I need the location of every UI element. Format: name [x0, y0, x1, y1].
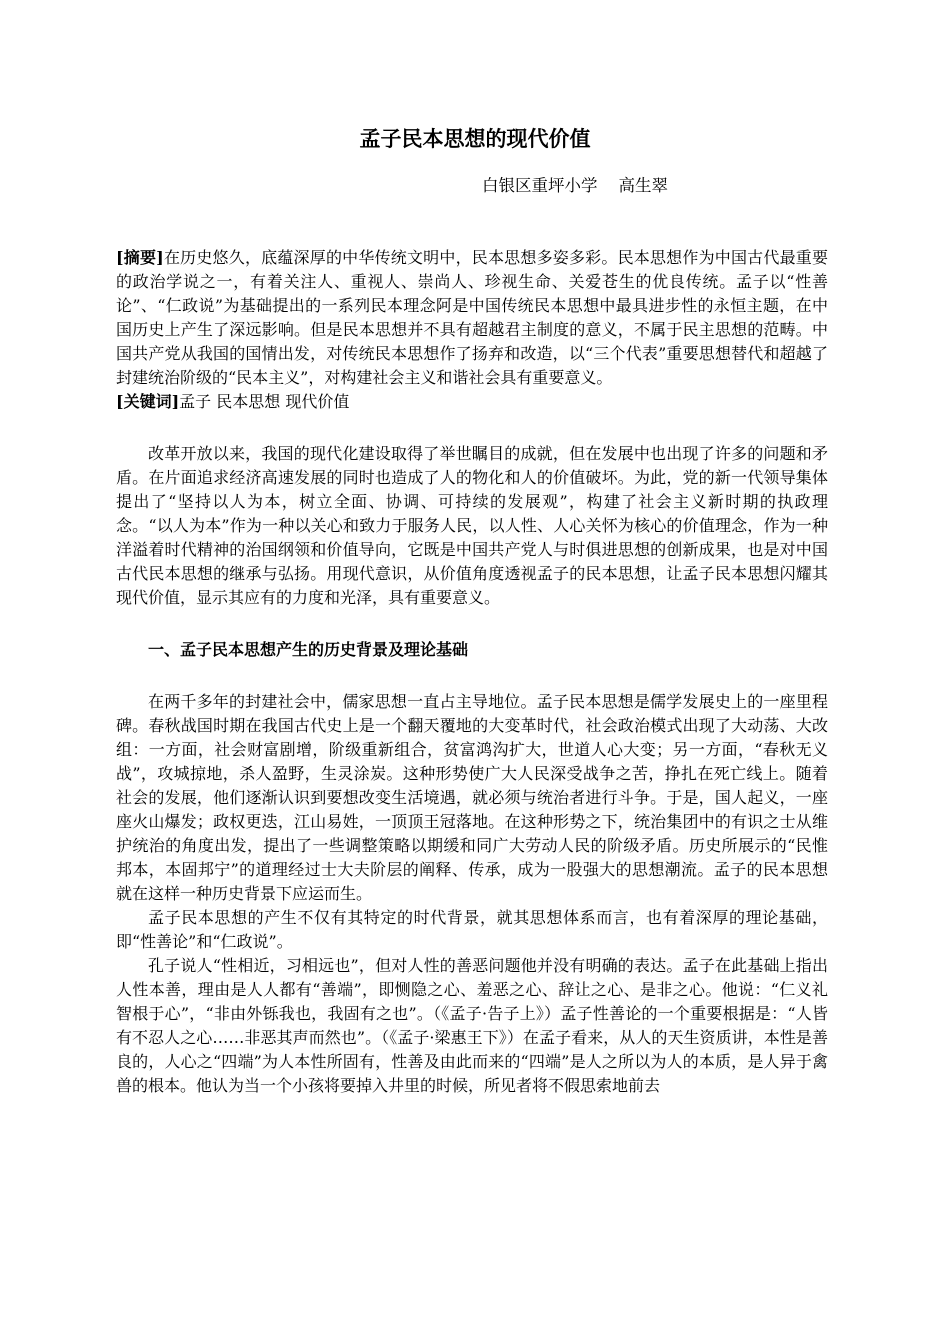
spacer	[116, 662, 828, 690]
section-heading: 一、孟子民本思想产生的历史背景及理论基础	[148, 640, 469, 659]
keywords-paragraph	[116, 390, 828, 414]
keywords-label: [关键词]	[116, 392, 180, 411]
abstract-paragraph	[116, 246, 828, 390]
body-paragraph: 孔子说人“性相近，习相远也”，但对人性的善恶问题他并没有明确的表达。孟子在此基础上指出人性本善，理由是人人都有“善端”，即恻隐之心、羞恶之心、辞让之心、是非之心。他说：“仁义礼智根于心”，“非由外铄我也，我固有之也”。（《孟子·告子上》）孟子性善论的一个重要根据是：“人皆有不忍人之心……非恶其声而然也”。（《孟子·梁惠王下》）在孟子看来，从人的天生资质讲，本性是善良的，人心之“四端”为人本性所固有，性善及由此而来的“四端”是人之所以为人的本质，是人异于禽兽的根本。他认为当一个小孩将要掉入井里的时候，所见者将不假思索地前去	[116, 956, 828, 1095]
author-line: 白银区重坪小学 高生翠	[482, 176, 668, 195]
body-paragraph: 在两千多年的封建社会中，儒家思想一直占主导地位。孟子民本思想是儒学发展史上的一座里程碑。春秋战国时期在我国古代史上是一个翻天覆地的大变革时代，社会政治模式出现了大动荡、大改组：一方面，社会财富剧增，阶级重新组合，贫富鸿沟扩大，世道人心大变；另一方面，“春秋无义战”，攻城掠地，杀人盈野，生灵涂炭。这种形势使广大人民深受战争之苦，挣扎在死亡线上。随着社会的发展，他们逐渐认识到要想改变生活境遇，就必须与统治者进行斗争。于是，国人起义，一座座火山爆发；政权更迭，江山易姓，一顶顶王冠落地。在这种形势之下，统治集团中的有识之士从维护统治的角度出发，提出了一些调整策略以期缓和同广大劳动人民的阶级矛盾。历史所展示的“民惟邦本，本固邦宁”的道理经过士大夫阶层的阐释、传承，成为一股强大的思想潮流。孟子的民本思想就在这样一种历史背景下应运而生。	[116, 692, 828, 903]
abstract-text: 在历史悠久，底蕴深厚的中华传统文明中，民本思想多姿多彩。民本思想作为中国古代最重要的政治学说之一，有着关注人、重视人、崇尚人、珍视生命、关爱苍生的优良传统。孟子以“性善论”、“仁政说”为基础提出的一系列民本理念阿是中国传统民本思想中最具进步性的永恒主题，在中国历史上产生了深远影响。但是民本思想并不具有超越君主制度的意义，不属于民主思想的范畴。中国共产党从我国的国情出发，对传统民本思想作了扬弃和改造，以“三个代表”重要思想替代和超越了封建统治阶级的“民本主义”，对构建社会主义和谐社会具有重要意义。	[116, 248, 828, 387]
intro-paragraph: 改革开放以来，我国的现代化建设取得了举世瞩目的成就，但在发展中也出现了许多的问题和矛盾。在片面追求经济高速发展的同时也造成了人的物化和人的价值破坏。为此，党的新一代领导集体提出了“坚持以人为本，树立全面、协调、可持续的发展观”，构建了社会主义新时期的执政理念。“以人为本”作为一种以关心和致力于服务人民，以人性、人心关怀为核心的价值理念，作为一种洋溢着时代精神的治国纲领和价值导向，它既是中国共产党人与时俱进思想的创新成果，也是对中国古代民本思想的继承与弘扬。用现代意识，从价值角度透视孟子的民本思想，让孟子民本思想闪耀其现代价值，显示其应有的力度和光泽，具有重要意义。	[116, 444, 828, 607]
abstract-label: [摘要]	[116, 248, 164, 267]
page-title: 孟子民本思想的现代价值	[359, 126, 591, 151]
spacer	[116, 610, 828, 638]
keywords-text: 孟子 民本思想 现代价值	[179, 392, 350, 411]
spacer	[116, 414, 828, 442]
body-paragraph: 孟子民本思想的产生不仅有其特定的时代背景，就其思想体系而言，也有着深厚的理论基础，即“性善论”和“仁政说”。	[116, 908, 828, 951]
document-body	[116, 246, 828, 1098]
